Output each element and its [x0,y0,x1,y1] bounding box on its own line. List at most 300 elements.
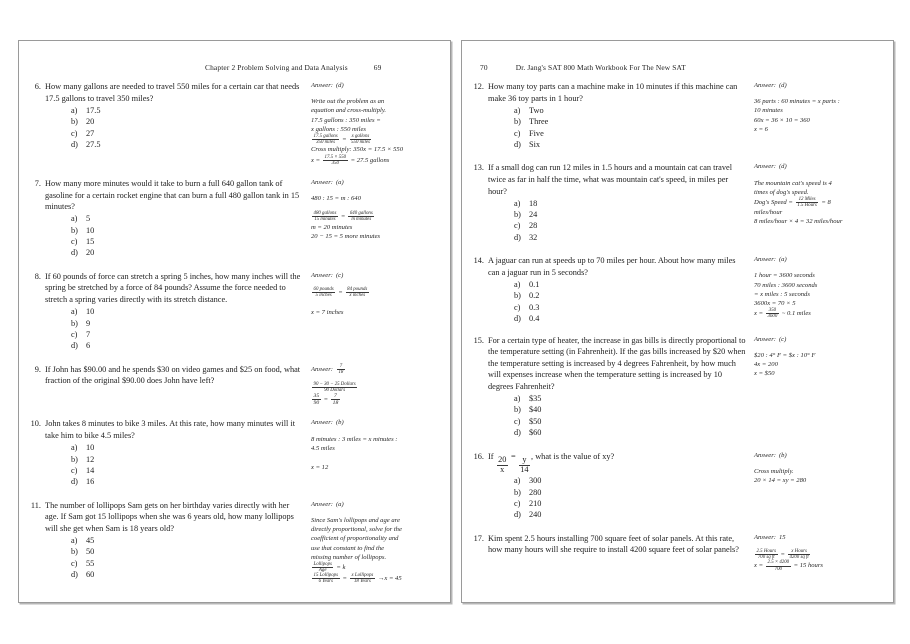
choice-list [29,535,303,581]
choice-value: 27.5 [86,139,101,149]
answer-label: Answer: [754,163,776,171]
question-list-right [462,81,893,572]
choice-letter: d) [514,139,521,149]
choice-list [29,306,303,352]
choice-item[interactable] [29,465,303,476]
choice-item[interactable] [472,498,746,509]
question-number: 15. [473,335,484,345]
relation-symbol: = [323,396,329,404]
question-main [472,533,750,556]
choice-value: 18 [529,198,538,208]
choice-value: 7 [86,329,91,339]
choice-letter: d) [514,314,521,324]
question-stem [29,364,303,387]
answer-key: (d) [778,82,787,89]
choice-letter: a) [71,536,78,545]
choice-value: 14 [86,465,95,475]
answer-explanation [754,81,887,134]
fraction-numerator: 480 gallons [313,211,337,217]
spacer [462,439,893,451]
answer-label: Answer: [311,500,333,508]
choice-letter: d) [514,428,521,438]
choice-item[interactable] [472,232,746,243]
final-equation [311,155,444,166]
final-equation [754,308,887,319]
question-stem [472,533,746,556]
question-block [19,81,450,166]
answer-sidebar [307,271,444,318]
choice-item[interactable] [472,220,746,231]
fraction-numerator: 35 [313,393,320,400]
answer-explanation [754,451,887,486]
fraction-denominator: 1.5 Hours [797,203,817,209]
question-number: 7. [34,178,41,188]
choice-item[interactable] [472,475,746,486]
work-line: 10 minutes [754,107,783,115]
answer-explanation [311,364,444,407]
choice-item[interactable] [29,340,303,351]
work-line: Write out the problem as an [311,98,385,106]
choice-item[interactable] [472,116,746,127]
speed-equation [754,197,887,208]
choice-item[interactable] [472,128,746,139]
question-stem [29,271,303,306]
answer-label-row [311,418,444,427]
relation-symbol: = [340,213,346,221]
answer-explanation [754,255,887,319]
answer-label-row [754,255,887,264]
stem-suffix: , what is the value of xy? [531,451,615,461]
answer-label-row [754,451,887,460]
answer-sidebar [307,418,444,472]
question-block [19,500,450,585]
work-line: 480 : 15 = m : 640 [311,195,361,203]
choice-letter: d) [514,232,521,242]
fraction-denominator: 5 inches [315,293,332,299]
work-line: use that constant to find the [311,544,385,552]
choice-item[interactable] [472,404,746,415]
spacer [462,150,893,162]
question-main [29,500,307,581]
choice-item[interactable] [472,302,746,313]
question-text: How many toy parts can a machine make in 10 minutes if this machine can make 36 toy parts in 1 hour? [488,82,738,103]
fraction-denominator: 550 miles [351,140,370,146]
work-line: directly proportional, solve for the [311,526,402,534]
choice-value: 9 [86,318,91,328]
work-line: = x miles : 5 seconds [754,290,810,298]
choice-value: 10 [86,443,95,453]
choice-list [472,105,746,151]
answer-label: Answer: [754,82,776,89]
choice-value: 5 [86,214,91,224]
fraction-denominator: 3600 [767,314,778,320]
question-text: John takes 8 minutes to bike 3 miles. At this rate, how many minutes will it take him to bike 4.5 miles? [45,419,296,440]
question-stem [29,418,303,441]
choice-letter: b) [514,117,521,127]
work-line: missing number of lollipops. [311,553,387,561]
choice-value: $50 [529,416,542,426]
choice-value: 12 [86,454,95,464]
answer-key: (a) [778,256,787,264]
answer-explanation [311,418,444,472]
choice-letter: a) [71,214,78,224]
equation-rhs: = k [336,564,346,571]
equation-lhs: x = [754,310,764,318]
spacer [462,243,893,255]
equation-lhs: Dog's Speed = [754,198,793,206]
choice-letter: c) [514,221,521,231]
answer-explanation [311,81,444,166]
question-main [29,81,307,150]
fraction-numerator: 12 Miles [796,197,819,203]
question-text: A jaguar can run at speeds up to 70 miles per hour. About how many miles can a jaguar run in 5 seconds? [488,256,736,277]
fraction-denominator: 6 Years [318,579,333,585]
running-head-left [205,63,381,72]
work-line: miles/hour [754,209,783,217]
question-text: If a small dog can run 12 miles in 1.5 hours and a mountain cat can travel twice as far in half the time, what was mountain cat's speed, in miles per hour? [488,163,732,196]
choice-item[interactable] [29,535,303,546]
answer-label-row [754,335,887,344]
choice-letter: a) [514,394,521,403]
fraction-denominator: x inches [349,293,366,299]
answer-label: Answer: [311,178,333,186]
work-line: x gallons : 550 miles [311,125,366,133]
question-stem [29,81,303,104]
choice-value: $35 [529,394,542,403]
answer-sidebar [307,500,444,585]
spacer [19,352,450,364]
choice-value: 20 [86,117,95,127]
choice-value: Six [529,139,541,149]
answer-key-fraction [337,364,345,375]
answer-sidebar [750,162,887,226]
question-block [19,364,450,407]
choice-value: 6 [86,341,91,351]
work-line: Cross multiply. [754,467,794,475]
fraction-numerator: 15 Lollipops [313,573,339,579]
equation-rhs: = 8 [821,198,831,206]
question-stem [472,451,746,475]
choice-item[interactable] [29,558,303,569]
work-line: $20 : 4° F = $x : 10° F [754,351,816,359]
choice-letter: b) [514,405,521,415]
work-line: 70 miles : 3600 seconds [754,281,818,289]
choice-item[interactable] [472,105,746,116]
choice-letter: d) [71,139,78,149]
question-block [462,162,893,243]
choice-value: 300 [529,476,542,486]
answer-key: (c) [778,335,787,343]
choice-value: 10 [86,225,95,235]
choice-item[interactable] [472,393,746,404]
question-text: How many gallons are needed to travel 550 miles for a certain car that needs 17.5 gallons to travel 350 miles? [45,82,300,103]
question-block [19,178,450,259]
fraction-numerator: 17.5 gallons [313,134,338,140]
choice-letter: c) [514,498,521,508]
fraction-denominator: x [500,464,505,474]
choice-item[interactable] [472,487,746,498]
work-line: 20 × 14 = xy = 280 [754,477,807,485]
work-line: equation and cross-multiply. [311,107,387,115]
choice-letter: b) [514,210,521,219]
choice-letter: b) [514,291,521,301]
question-main [29,271,307,352]
work-line: coefficient of proportionality and [311,535,399,543]
question-stem [29,178,303,213]
fraction-denominator: 700 sq ft [757,555,775,561]
fraction-numerator: 20 [498,455,507,465]
work-line: 3600x = 70 × 5 [754,300,796,308]
spacer [462,521,893,533]
question-text: The number of lollipops Sam gets on her birthday varies directly with her age. If Sam got 15 lollipops when she was 6 years old, how many lollipops will she get when Sam is 18 years old? [45,500,294,533]
question-number: 12. [473,82,484,91]
running-head-right [480,63,686,72]
choice-item[interactable] [472,290,746,301]
fraction-numerator: 2.5 Hours [756,549,777,554]
answer-label: Answer: [754,533,776,541]
question-number: 13. [473,163,484,173]
fraction-equation [311,134,444,145]
relation-symbol: = [510,451,516,461]
choice-letter: a) [514,279,521,289]
fraction-denominator: 700 [774,566,782,572]
choice-item[interactable] [29,546,303,557]
relation-symbol: = [342,575,347,583]
choice-item[interactable] [29,318,303,329]
equation-lhs: x = [311,156,321,164]
choice-item[interactable] [29,225,303,236]
choice-value: 17.5 [86,105,101,115]
choice-item[interactable] [472,509,746,520]
answer-explanation [754,162,887,226]
question-stem [472,162,746,197]
answer-sidebar [750,533,887,572]
answer-sidebar [750,335,887,379]
question-number: 9. [34,364,41,374]
choice-item[interactable] [29,139,303,150]
choice-item[interactable] [472,198,746,209]
relation-symbol: = [780,551,785,559]
question-stem [472,81,746,104]
choice-value: 60 [86,570,95,580]
spacer [311,453,444,463]
choice-value: 32 [529,232,538,242]
question-main [472,335,750,439]
question-text: How many more minutes would it take to burn a full 640 gallon tank of gasoline for a certain rocket engine that can burn a full 480 gallon tank in 15 minutes? [45,178,300,212]
choice-item[interactable] [29,105,303,116]
question-number: 10. [30,419,41,429]
choice-value: 50 [86,547,95,557]
fraction-numerator: x Hours [788,549,810,555]
fraction-equation [754,549,887,560]
question-block [462,533,893,572]
answer-label-row [311,81,444,90]
choice-value: Two [529,105,544,115]
choice-letter: a) [71,307,78,317]
choice-letter: c) [71,128,78,138]
choice-letter: d) [71,341,78,351]
answer-sidebar [750,451,887,486]
question-text: If 60 pounds of force can stretch a spring 5 inches, how many inches will the spring be stretched by a force of 84 pounds? Assume the force needed to stretch a spring varies directly with its stretch distance. [45,271,301,304]
choice-item[interactable] [29,128,303,139]
question-number: 16. [473,451,484,461]
answer-label-row [311,500,444,509]
answer-key: 15 [778,533,786,541]
question-list-left [19,81,450,585]
choice-letter: b) [71,225,78,235]
fraction-equation [311,393,444,406]
answer-explanation [311,500,444,585]
work-line: Cross multiply: 350x = 17.5 × 550 [311,146,403,154]
fraction-numerator: y [519,456,530,466]
choice-item[interactable] [29,442,303,453]
choice-value: 210 [529,498,542,508]
choice-letter: b) [71,318,78,328]
question-number: 14. [473,256,484,266]
equation-rhs: = 15 hours [793,562,823,570]
choice-letter: c) [71,237,78,246]
answer-key: (a) [335,178,344,186]
question-main [29,364,307,387]
work-line: x = 12 [311,464,329,472]
choice-item[interactable] [29,306,303,317]
answer-key: (d) [778,163,787,171]
relation-symbol: = [342,136,347,144]
answer-label: Answer: [754,335,776,343]
answer-explanation [311,178,444,241]
choice-item[interactable] [29,247,303,258]
spacer [19,259,450,271]
page-right [461,40,894,603]
spacer [311,298,444,308]
fraction-denominator: 15 minutes [314,217,336,223]
choice-letter: c) [71,558,78,568]
question-stem [29,500,303,535]
answer-key: (a) [335,500,344,508]
choice-value: 0.2 [529,291,540,301]
spacer [19,406,450,418]
stem-fraction-left [497,456,508,475]
choice-item[interactable] [29,454,303,465]
choice-list [472,393,746,439]
answer-label: Answer: [311,365,333,373]
answer-key: (b) [335,419,344,427]
answer-label-row [311,178,444,187]
final-equation [754,560,887,571]
choice-value: 0.3 [529,302,540,312]
question-block [19,418,450,487]
choice-item[interactable] [29,236,303,247]
relation-symbol: = [338,289,343,297]
choice-item[interactable] [472,313,746,324]
fraction-denominator: m minutes [351,217,372,223]
answer-label: Answer: [311,419,333,427]
work-line: 20 − 15 = 5 more minutes [311,232,381,240]
question-stem [472,335,746,393]
question-main [472,162,750,243]
answer-label: Answer: [311,271,333,279]
work-line: The mountain cat's speed is 4 [754,179,832,187]
question-main [29,418,307,487]
choice-item[interactable] [472,427,746,438]
fraction-numerator: 640 gallons [349,211,373,217]
equation-tail: →x = 45 [377,575,402,583]
question-block [19,271,450,352]
choice-letter: c) [514,416,521,426]
choice-item[interactable] [472,209,746,220]
spacer [311,203,444,211]
choice-letter: c) [71,329,78,339]
question-number: 6. [34,82,41,91]
choice-item[interactable] [29,476,303,487]
choice-letter: b) [71,547,78,557]
choice-item[interactable] [29,116,303,127]
fraction-denominator: 18 [332,400,339,407]
fraction-numerator: 60 pounds [313,287,334,293]
choice-item[interactable] [472,139,746,150]
fraction-equation [311,287,444,298]
fraction-denominator: 18 Years [353,579,371,585]
answer-sidebar [307,364,444,407]
question-text [488,451,746,475]
fraction-numerator: 17.5 × 550 [324,154,347,160]
answer-label: Answer: [754,451,776,459]
choice-letter: c) [514,302,521,312]
choice-letter: c) [514,128,521,138]
question-block [462,335,893,439]
choice-value: 10 [86,307,95,317]
answer-sidebar [307,81,444,166]
work-line: x = 7 inches [311,309,344,317]
fraction-equation [311,211,444,222]
choice-letter: d) [514,510,521,520]
work-line: Since Sam's lollipops and age are [311,516,400,524]
choice-letter: a) [71,443,78,453]
choice-value: 240 [529,510,542,520]
question-text: Kim spent 2.5 hours installing 700 square feet of solar panels. At this rate, how many hours will she require to install 4200 square feet of solar panels? [488,533,739,555]
choice-value: 24 [529,210,538,219]
question-main [29,178,307,259]
work-line: 8 minutes : 3 miles = x minutes : [311,435,398,443]
question-block [462,81,893,150]
answer-sidebar [750,255,887,319]
fraction-denominator: 90 [313,400,320,407]
work-line: 4.5 miles [311,444,335,452]
choice-value: $60 [529,428,542,438]
work-line: times of dog's speed. [754,188,809,196]
choice-list [472,279,746,325]
choice-item[interactable] [29,329,303,340]
choice-value: 280 [529,487,542,497]
fraction-numerator: 84 pounds [347,287,368,293]
choice-letter: d) [71,248,78,258]
fraction-denominator: 18 [338,369,344,375]
question-main [472,451,750,521]
choice-list [29,105,303,151]
choice-item[interactable] [29,569,303,580]
answer-label-row [754,81,887,90]
choice-letter: c) [71,465,78,475]
answer-label: Answer: [311,82,333,89]
choice-item[interactable] [29,213,303,224]
fraction-denominator: 350 miles [316,140,335,146]
answer-explanation [754,533,887,572]
answer-key: (b) [778,451,787,459]
choice-item[interactable] [472,416,746,427]
choice-item[interactable] [472,279,746,290]
choice-letter: a) [514,105,521,115]
coefficient-equation [311,562,444,573]
